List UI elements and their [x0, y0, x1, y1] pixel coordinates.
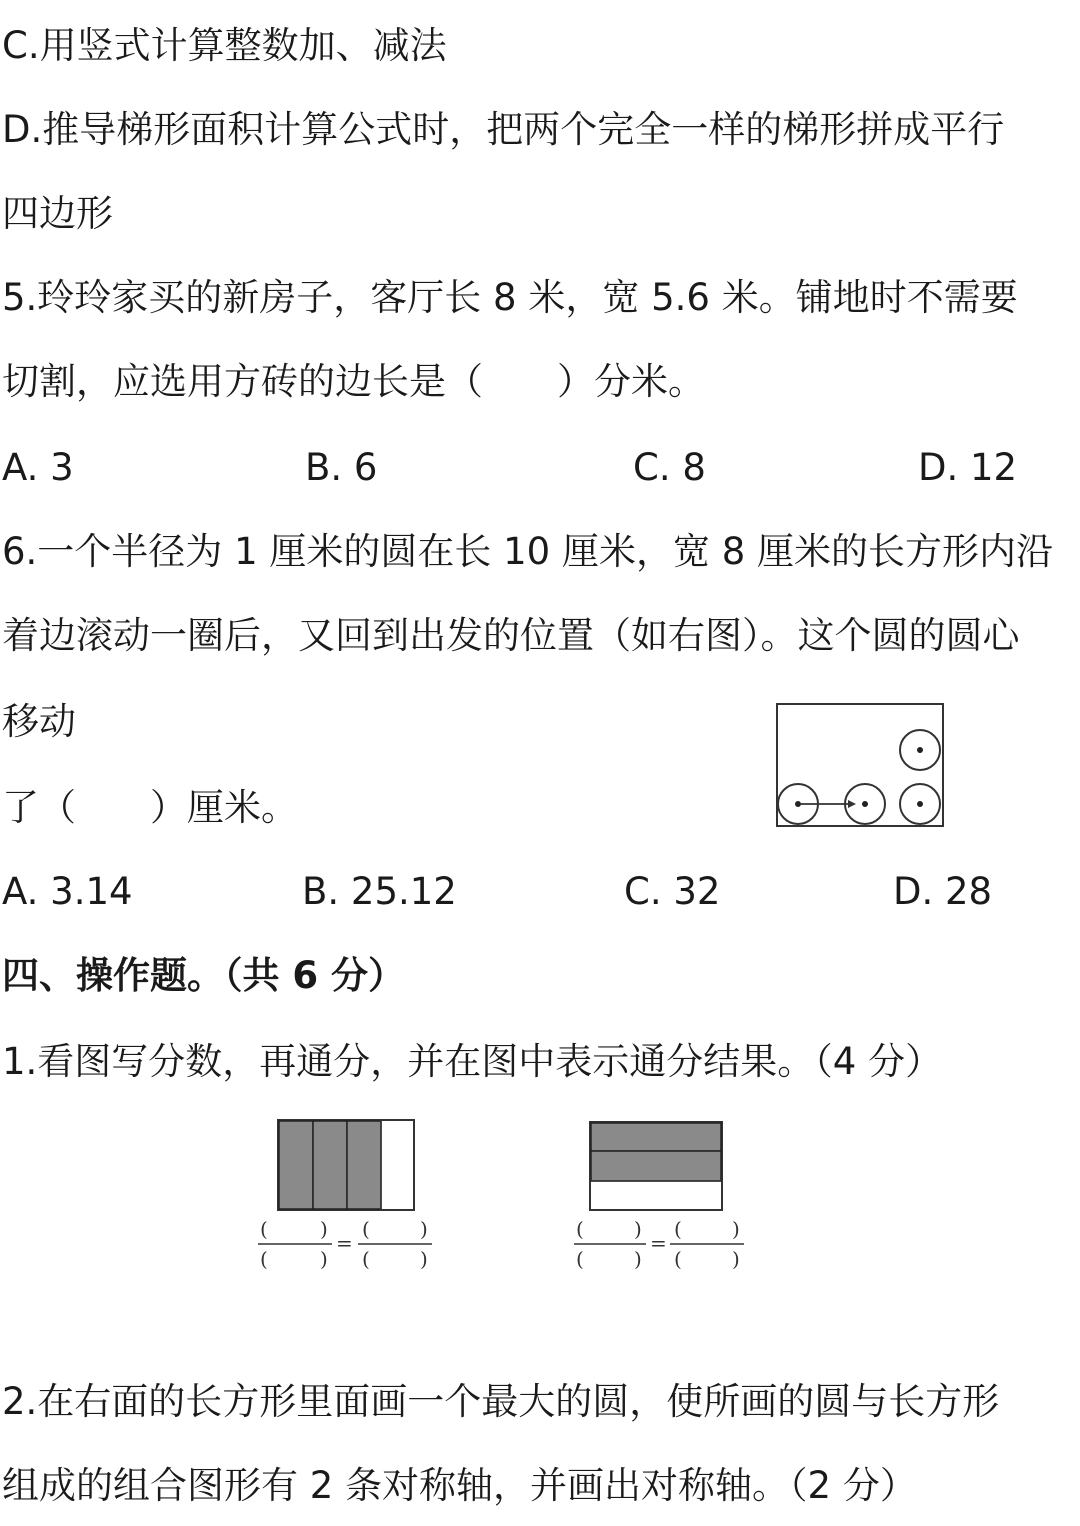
question-6-text: 6.一个半径为 1 厘米的圆在长 10 厘米，宽 8 厘米的长方形内沿 — [2, 530, 1054, 573]
operation-question-2: 2.在右面的长方形里面画一个最大的圆，使所画的圆与长方形 — [2, 1380, 1000, 1423]
shaded-part-2 — [313, 1121, 347, 1209]
svg-text:): ) — [320, 1247, 328, 1271]
line-option-d: D.推导梯形面积计算公式时，把两个完全一样的梯形拼成平行 — [2, 108, 1005, 151]
operation-question-1: 1.看图写分数，再通分，并在图中表示通分结果。（4 分） — [2, 1040, 943, 1083]
svg-text:(: ( — [674, 1247, 682, 1271]
svg-text:(: ( — [362, 1247, 370, 1271]
fraction-blank-left-2 — [358, 1217, 432, 1271]
svg-text:): ) — [732, 1247, 740, 1271]
fraction-blank-right-2 — [670, 1217, 744, 1271]
svg-text:): ) — [732, 1217, 740, 1241]
question-6-text-cont: 着边滚动一圈后，又回到出发的位置（如右图）。这个圆的圆心 — [2, 614, 1020, 657]
svg-text:): ) — [320, 1217, 328, 1241]
operation-question-2-cont: 组成的组合图形有 2 条对称轴，并画出对称轴。（2 分） — [2, 1464, 917, 1507]
rolling-circle-figure — [776, 703, 946, 829]
svg-text:(: ( — [674, 1217, 682, 1241]
q6-option-d[interactable]: D. 28 — [893, 870, 993, 913]
svg-text:): ) — [634, 1247, 642, 1271]
q5-option-d[interactable]: D. 12 — [918, 446, 1018, 489]
question-5-text-cont: 切割，应选用方砖的边长是（ ）分米。 — [2, 360, 705, 403]
svg-text:(: ( — [260, 1217, 268, 1241]
line-option-c: C.用竖式计算整数加、减法 — [2, 24, 447, 67]
svg-text:): ) — [420, 1217, 428, 1241]
svg-text:(: ( — [362, 1217, 370, 1241]
svg-text:): ) — [634, 1217, 642, 1241]
shaded-part-3 — [347, 1121, 381, 1209]
fraction-blank-left-1 — [258, 1217, 332, 1271]
q5-option-c[interactable]: C. 8 — [633, 446, 706, 489]
q5-option-a[interactable]: A. 3 — [2, 446, 74, 489]
equals-sign-right: = — [650, 1231, 667, 1255]
q5-option-b[interactable]: B. 6 — [305, 446, 378, 489]
fraction-figure-left — [250, 1112, 440, 1282]
question-5-text: 5.玲玲家买的新房子，客厅长 8 米，宽 5.6 米。铺地时不需要 — [2, 276, 1018, 319]
equals-sign-left: = — [336, 1231, 353, 1255]
line-option-d-cont: 四边形 — [2, 192, 113, 235]
shaded-row-1 — [591, 1123, 721, 1151]
svg-text:(: ( — [576, 1247, 584, 1271]
svg-text:(: ( — [260, 1247, 268, 1271]
q6-option-a[interactable]: A. 3.14 — [2, 870, 133, 913]
question-6-text-cont2: 移动 — [2, 700, 76, 743]
q6-option-c[interactable]: C. 32 — [624, 870, 721, 913]
shaded-row-2 — [591, 1151, 721, 1181]
svg-text:): ) — [420, 1247, 428, 1271]
shaded-part-1 — [279, 1121, 313, 1209]
section-4-heading: 四、操作题。（共 6 分） — [2, 954, 406, 997]
question-6-text-cont3: 了（ ）厘米。 — [2, 786, 298, 829]
fraction-figure-right — [568, 1112, 758, 1282]
fraction-blank-right-1 — [574, 1217, 646, 1271]
q6-option-b[interactable]: B. 25.12 — [302, 870, 457, 913]
svg-text:(: ( — [576, 1217, 584, 1241]
